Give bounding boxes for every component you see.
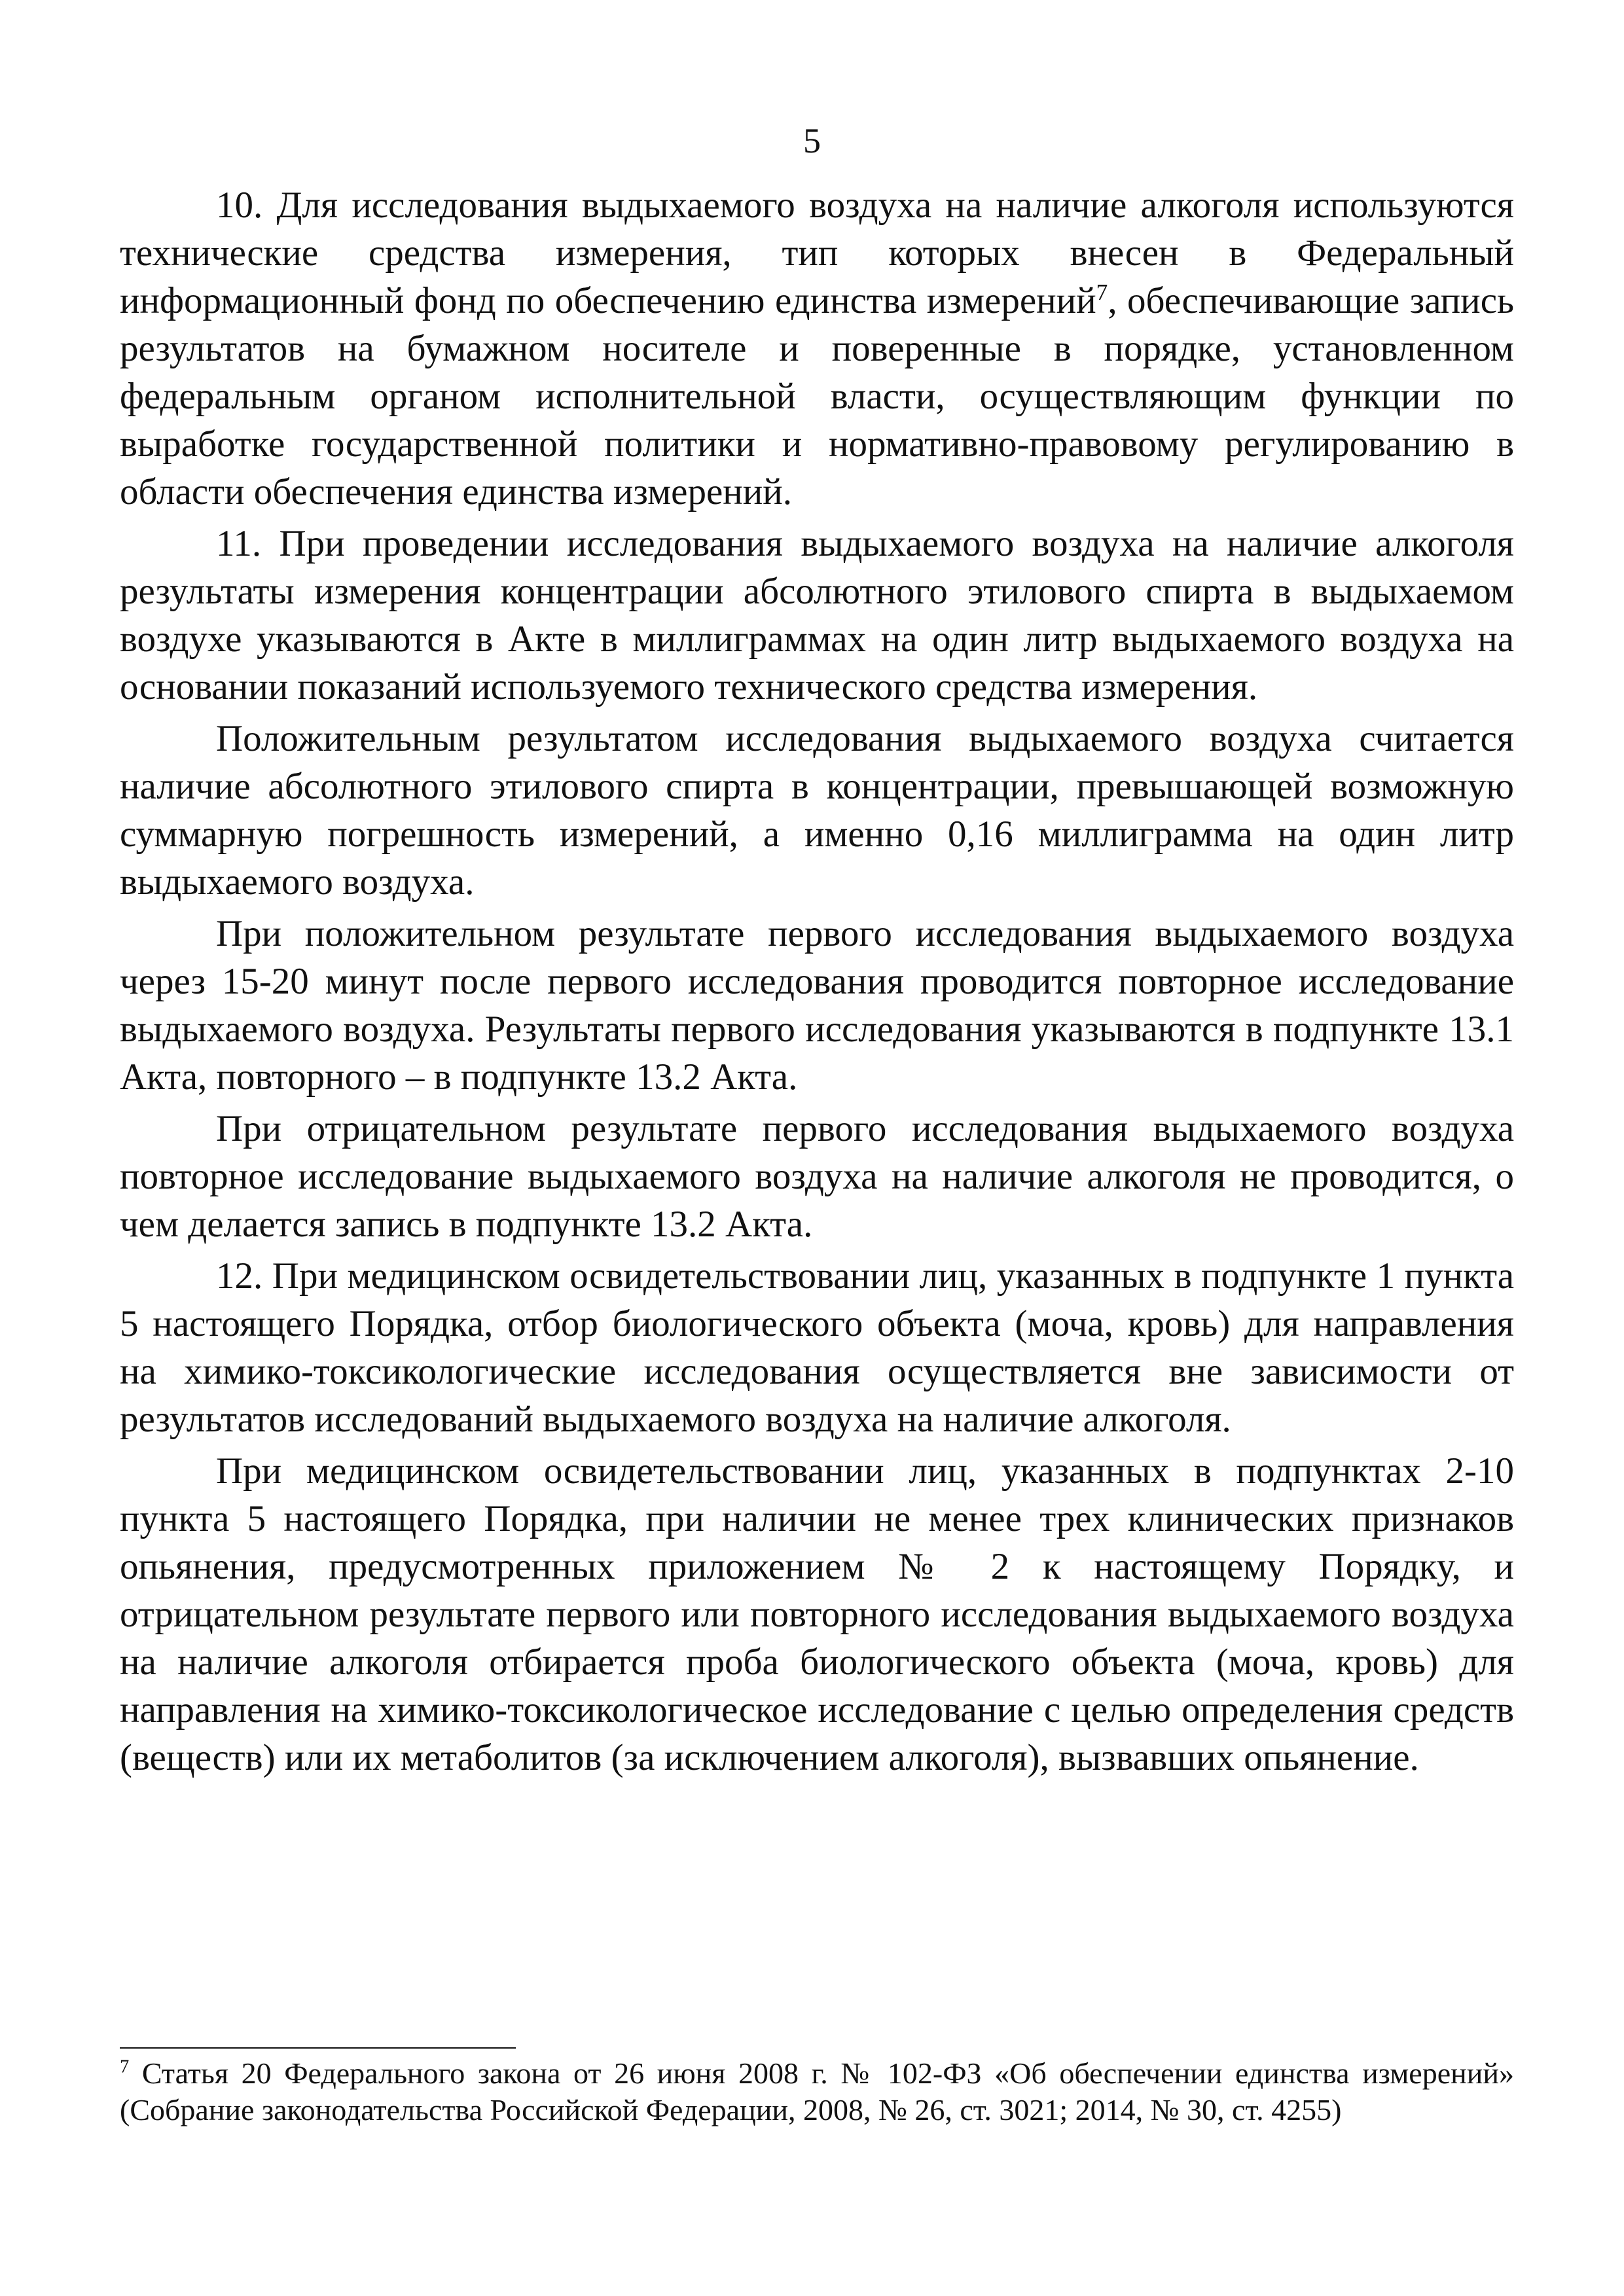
- paragraph-text: 10. Для исследования выдыхаемого воздуха на наличие алкоголя используются технические средства измерения, тип которых внесен в Федеральный информационный фонд по обеспечению единства измерений: [120, 185, 1514, 321]
- footnote-marker: 7: [120, 2056, 130, 2077]
- paragraph-subitems-2-10: При медицинском освидетельствовании лиц, указанных в подпунктах 2-10 пункта 5 настоящего Порядка, при наличии не менее трех клинических признаков опьянения, предусмотренных приложением № 2 к настоящему Порядку, и отрицательном результате первого или повторного исследования выдыхаемого воздуха на наличие алкоголя отбирается проба биологического объекта (моча, кровь) для направления на химико-токсикологическое исследование с целью определения средств (веществ) или их метаболитов (за исключением алкоголя), вызвавших опьянение.: [120, 1450, 1514, 1778]
- paragraph-item-12: 12. При медицинском освидетельствовании лиц, указанных в подпункте 1 пункта 5 настоящего Порядка, отбор биологического объекта (моча, кровь) для направления на химико-токсикологические исследования осуществляется вне зависимости от результатов исследований выдыхаемого воздуха на наличие алкоголя.: [120, 1255, 1514, 1440]
- paragraph-item-10: [120, 181, 1514, 516]
- footnote: [120, 2055, 1514, 2128]
- paragraph-item-11: 11. При проведении исследования выдыхаемого воздуха на наличие алкоголя результаты измерения концентрации абсолютного этилового спирта в выдыхаемом воздухе указываются в Акте в миллиграммах на один литр выдыхаемого воздуха на основании показаний используемого технического средства измерения.: [120, 523, 1514, 708]
- paragraph-positive-result: Положительным результатом исследования выдыхаемого воздуха считается наличие абсолютного этилового спирта в концентрации, превышающей возможную суммарную погрешность измерений, а именно 0,16 миллиграмма на один литр выдыхаемого воздуха.: [120, 718, 1514, 903]
- document-body: [120, 181, 1514, 1785]
- page-number: 5: [803, 121, 821, 160]
- footnote-reference: 7: [1096, 279, 1108, 305]
- paragraph-negative-first: При отрицательном результате первого исследования выдыхаемого воздуха повторное исследование выдыхаемого воздуха на наличие алкоголя не проводится, о чем делается запись в подпункте 13.2 Акта.: [120, 1108, 1514, 1245]
- paragraph-positive-first: При положительном результате первого исследования выдыхаемого воздуха через 15-20 минут после первого исследования проводится повторное исследование выдыхаемого воздуха. Результаты первого исследования указываются в подпункте 13.1 Акта, повторного – в подпункте 13.2 Акта.: [120, 913, 1514, 1098]
- footnote-divider: [120, 2047, 516, 2049]
- footnote-text: Статья 20 Федерального закона от 26 июня 2008 г. № 102-ФЗ «Об обеспечении единства измерений» (Собрание законодательства Российской Федерации, 2008, № 26, ст. 3021; 2014, № 30, ст. 4255): [120, 2056, 1514, 2126]
- paragraph-text: , обеспечивающие запись результатов на бумажном носителе и поверенные в порядке, установленном федеральным органом исполнительной власти, осуществляющим функции по выработке государственной политики и нормативно-правовому регулированию в области обеспечения единства измерений.: [120, 280, 1514, 512]
